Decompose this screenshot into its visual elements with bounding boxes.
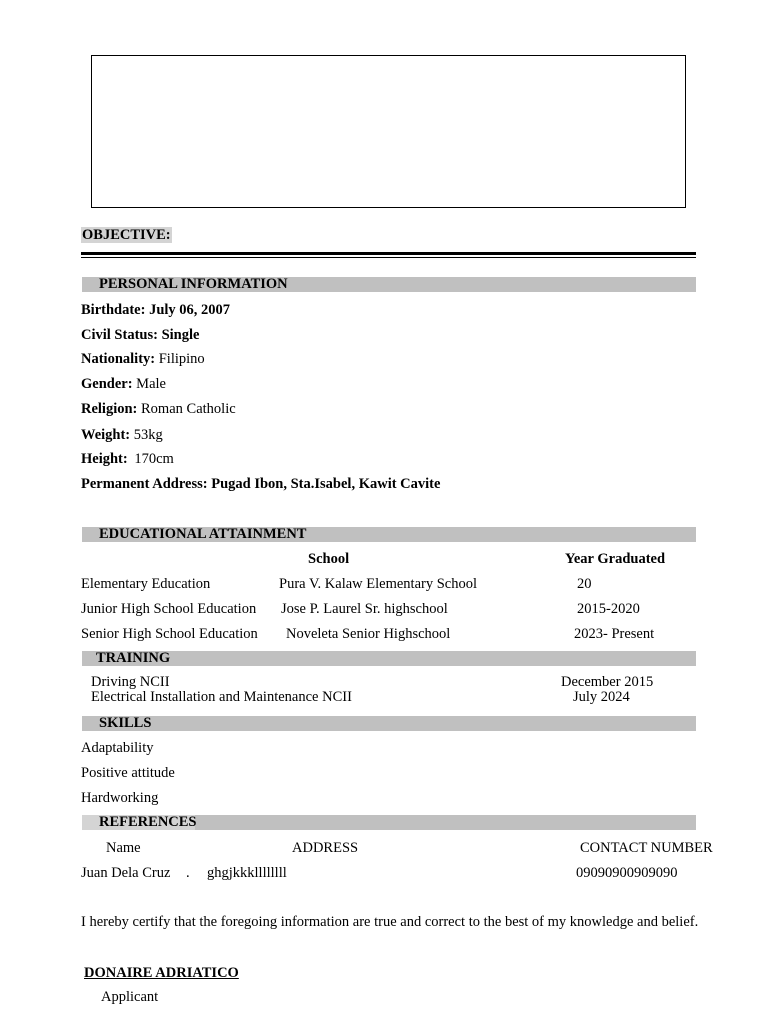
religion-row (81, 401, 236, 418)
civil-status-row (81, 327, 199, 344)
nationality-value: Filipino (158, 351, 205, 367)
education-level: Elementary Education (81, 576, 211, 592)
education-level: Senior High School Education (81, 626, 258, 642)
education-year: 20 (577, 576, 592, 592)
education-school: Jose P. Laurel Sr. highschool (281, 601, 448, 617)
training-item-date: December 2015 (561, 674, 654, 690)
applicant-name: DONAIRE ADRIATICO (84, 965, 239, 981)
references-col-address: ADDRESS (292, 840, 359, 856)
reference-separator: . (186, 865, 190, 881)
education-level: Junior High School Education (81, 601, 257, 617)
references-heading: REFERENCES (82, 815, 195, 830)
education-school: Pura V. Kalaw Elementary School (279, 576, 477, 592)
weight-value: 53kg (133, 427, 163, 443)
gender-value: Male (136, 376, 166, 392)
civil-status-label: Civil Status: (81, 327, 158, 343)
personal-info-heading-bar (82, 277, 696, 292)
religion-label: Religion: (81, 401, 138, 417)
training-item-date: July 2024 (573, 689, 630, 705)
skill-item: Hardworking (81, 790, 159, 806)
references-col-contact: CONTACT NUMBER (580, 840, 713, 856)
gender-row (81, 376, 166, 393)
civil-status-value: Single (161, 327, 200, 343)
training-heading-bar (82, 651, 696, 666)
references-heading-bar (82, 815, 696, 830)
education-col-school: School (308, 551, 350, 567)
reference-name: Juan Dela Cruz (81, 865, 171, 881)
header-box (91, 55, 686, 208)
education-heading: EDUCATIONAL ATTAINMENT (99, 526, 307, 542)
nationality-row (81, 351, 205, 368)
education-col-year: Year Graduated (565, 551, 666, 567)
height-label: Height: (81, 451, 128, 467)
height-value: 170cm (134, 451, 174, 467)
height-row (81, 451, 174, 468)
skills-heading-bar (82, 716, 696, 731)
birthdate-label: Birthdate: (81, 302, 146, 318)
training-item-name: Electrical Installation and Maintenance NCII (91, 689, 352, 705)
skill-item: Positive attitude (81, 765, 175, 781)
applicant-role: Applicant (101, 989, 159, 1005)
weight-label: Weight: (81, 427, 131, 443)
education-school: Noveleta Senior Highschool (286, 626, 451, 642)
birthdate-row (81, 302, 230, 319)
divider-thin (81, 257, 696, 258)
reference-contact: 09090900909090 (576, 865, 678, 881)
nationality-label: Nationality: (81, 351, 156, 367)
gender-label: Gender: (81, 376, 133, 392)
certification-statement: I hereby certify that the foregoing information are true and correct to the best of my knowledge and belief. (81, 914, 699, 930)
training-item-name: Driving NCII (91, 674, 170, 690)
weight-row (81, 427, 163, 444)
address-row (81, 476, 440, 493)
education-year: 2015-2020 (577, 601, 640, 617)
objective-label: OBJECTIVE: (82, 227, 171, 243)
address-value: Pugad Ibon, Sta.Isabel, Kawit Cavite (211, 476, 441, 492)
divider-thick (81, 252, 696, 255)
training-heading: TRAINING (96, 650, 171, 666)
religion-value: Roman Catholic (141, 401, 236, 417)
skill-item: Adaptability (81, 740, 154, 756)
reference-address: ghgjkkkllllllll (207, 865, 287, 881)
personal-info-heading: PERSONAL INFORMATION (99, 276, 288, 292)
address-label: Permanent Address: (81, 476, 208, 492)
skills-heading: SKILLS (99, 715, 152, 731)
references-col-name: Name (106, 840, 141, 856)
birthdate-value: July 06, 2007 (149, 302, 231, 318)
education-heading-bar (82, 527, 696, 542)
education-year: 2023- Present (574, 626, 655, 642)
